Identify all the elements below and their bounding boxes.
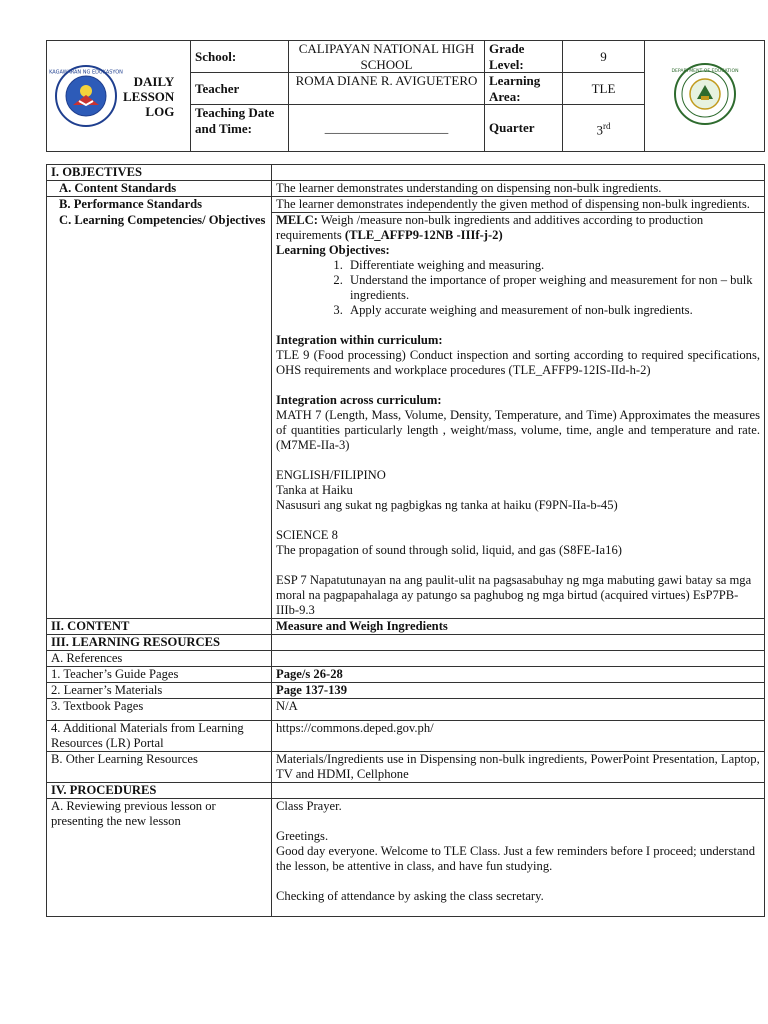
welcome-text: Good day everyone. Welcome to TLE Class. Just a few reminders before I proceed; understand the lesson, be attentive in class, and have fun studying. xyxy=(276,844,756,873)
melc-text: Weigh /measure non-bulk ingredients and additives according to production requirements xyxy=(276,213,704,242)
math-integration-text: MATH 7 (Length, Mass, Volume, Density, Temperature, and Time) Approximates the measures of quantities particularly length , weight/mass, volume, time, angle and temperature and rate. (M7ME-IIa-3) xyxy=(276,408,760,452)
header-table xyxy=(46,40,765,152)
science-text: The propagation of sound through solid, liquid, and gas (S8FE-Ia16) xyxy=(276,543,622,557)
across-curriculum-heading: Integration across curriculum: xyxy=(276,393,442,407)
content-value: Measure and Weigh Ingredients xyxy=(272,619,765,635)
class-prayer-text: Class Prayer. xyxy=(276,799,342,813)
grade-value: 9 xyxy=(563,41,645,73)
melc-code: (TLE_AFFP9-12NB -IIIf-j-2) xyxy=(344,228,503,242)
teachers-guide-label: 1. Teacher’s Guide Pages xyxy=(47,667,272,683)
teachers-guide-value: Page/s 26-28 xyxy=(272,667,765,683)
title-line-2: LESSON xyxy=(123,88,175,104)
textbook-pages-label: 3. Textbook Pages xyxy=(47,699,272,721)
textbook-pages-value: N/A xyxy=(272,699,765,721)
performance-standards-text: The learner demonstrates independently the given method of dispensing non-bulk ingredients. xyxy=(272,197,765,213)
learning-resources-heading: III. LEARNING RESOURCES xyxy=(47,635,272,651)
school-value: CALIPAYAN NATIONAL HIGH SCHOOL xyxy=(289,41,485,73)
competencies-content xyxy=(272,213,765,619)
school-seal-right-icon xyxy=(670,63,739,125)
other-resources-label: B. Other Learning Resources xyxy=(47,752,272,783)
competencies-label: C. Learning Competencies/ Objectives xyxy=(47,213,272,619)
esp-text: ESP 7 Napatutunayan na ang paulit-ulit na pagsasabuhay ng mga mabuting gawi batay sa mga moral na pagpapahalaga ay patungo sa paghubog ng mga birtud (acquired virtues) EsP7PB-IIIb-9.3 xyxy=(276,573,752,617)
within-curriculum-text: TLE 9 (Food processing) Conduct inspection and sorting according to required specifications, OHS requirements and workplace procedures (TLE_AFFP9-12IS-IId-h-2) xyxy=(276,348,760,377)
quarter-suffix: rd xyxy=(603,120,611,131)
deped-seal-left-icon xyxy=(49,65,123,127)
teacher-value: ROMA DIANE R. AVIGUETERO xyxy=(289,73,485,105)
melc-label: MELC: xyxy=(276,213,318,227)
list-item: 2. Understand the importance of proper weighing and measurement for non – bulk ingredients. xyxy=(346,273,760,303)
quarter-label: Quarter xyxy=(485,105,563,152)
teacher-label: Teacher xyxy=(191,73,289,105)
learning-objectives-list xyxy=(276,258,760,318)
content-standards-text: The learner demonstrates understanding on dispensing non-bulk ingredients. xyxy=(272,181,765,197)
greetings-text: Greetings. xyxy=(276,829,329,843)
learning-area-label: Learning Area: xyxy=(485,73,563,105)
left-seal-lettering: KAGAWARAN NG EDUKASYON xyxy=(49,69,123,76)
school-label: School: xyxy=(191,41,289,73)
learning-objectives-heading: Learning Objectives: xyxy=(276,243,390,257)
science-title: SCIENCE 8 xyxy=(276,528,338,542)
document-title xyxy=(123,74,174,119)
header-logo-cell xyxy=(47,41,191,152)
content-heading: II. CONTENT xyxy=(47,619,272,635)
title-line-3: LOG xyxy=(145,103,175,119)
lr-portal-link[interactable]: https://commons.deped.gov.ph/ xyxy=(272,721,765,752)
performance-standards-label xyxy=(47,197,272,213)
within-curriculum-heading: Integration within curriculum: xyxy=(276,333,443,347)
other-resources-value: Materials/Ingredients use in Dispensing non-bulk ingredients, PowerPoint Presentation, Laptop, TV and HDMI, Cellphone xyxy=(272,752,765,783)
reviewing-lesson-content xyxy=(272,799,765,917)
quarter-value xyxy=(563,105,645,152)
list-item: 1. Differentiate weighing and measuring. xyxy=(346,258,760,273)
attendance-text: Checking of attendance by asking the class secretary. xyxy=(276,889,544,903)
title-line-1: DAILY xyxy=(133,73,175,89)
right-seal-lettering: DEPARTMENT OF EDUCATION xyxy=(670,69,739,75)
learning-area-value: TLE xyxy=(563,73,645,105)
melc-line xyxy=(276,213,760,243)
learners-materials-label: 2. Learner’s Materials xyxy=(47,683,272,699)
content-standards-label: A. Content Standards xyxy=(47,181,272,197)
additional-materials-label: 4. Additional Materials from Learning Resources (LR) Portal xyxy=(47,721,272,752)
english-line-2: Nasusuri ang sukat ng pagbigkas ng tanka at haiku (F9PN-IIa-b-45) xyxy=(276,498,618,512)
list-item: 3. Apply accurate weighing and measurement of non-bulk ingredients. xyxy=(346,303,760,318)
english-title: ENGLISH/FILIPINO xyxy=(276,468,386,482)
english-line-1: Tanka at Haiku xyxy=(276,483,353,497)
performance-standards-label-text: B. Performance Standards xyxy=(59,197,203,211)
reviewing-lesson-label: A. Reviewing previous lesson or presenting the new lesson xyxy=(47,799,272,917)
learners-materials-value: Page 137-139 xyxy=(272,683,765,699)
date-value: ___________________ xyxy=(289,105,485,152)
school-seal-cell xyxy=(645,41,765,152)
references-label: A. References xyxy=(47,651,272,667)
procedures-heading: IV. PROCEDURES xyxy=(47,783,272,799)
grade-label: Grade Level: xyxy=(485,41,563,73)
lesson-log-table xyxy=(46,164,765,917)
quarter-number: 3 xyxy=(596,121,603,137)
objectives-heading: I. OBJECTIVES xyxy=(47,165,272,181)
date-label: Teaching Date and Time: xyxy=(191,105,289,152)
